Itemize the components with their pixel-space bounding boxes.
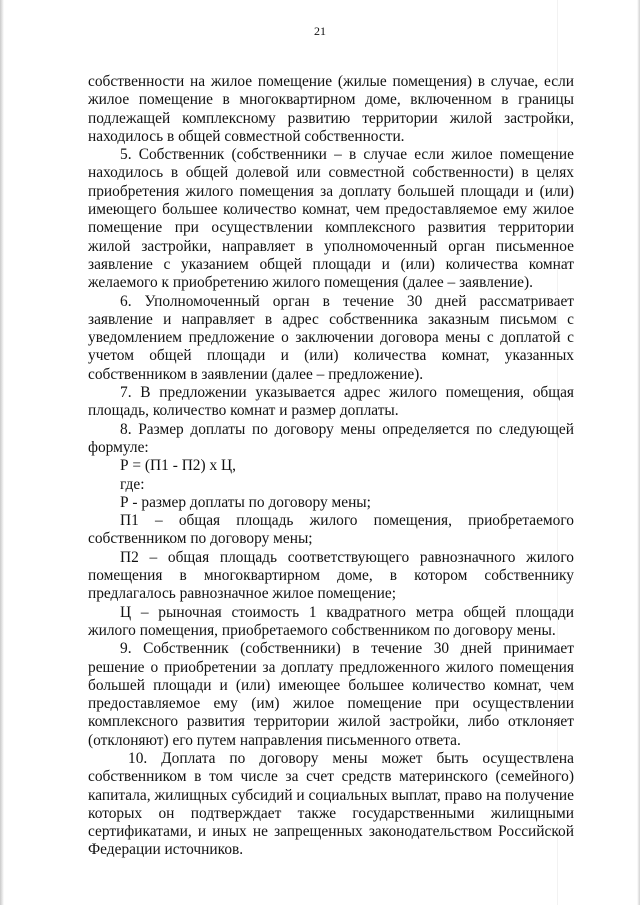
formula: Р = (П1 - П2) x Ц, [120,457,236,475]
formula-where: где: [120,475,145,493]
paragraph-item-10: 10. Доплата по договору мены может быть осуществлена собственником в том числе за счет средств материнского (семейного) капитала, жилищных субсидий и социальных выплат, право на получение которых он подтверждает также государственными жилищными сертификатами, и иных не запрещенных законодательством Российской Федерации источников. [88,749,574,859]
scan-edge-left [0,0,4,905]
paragraph-item-8: 8. Размер доплаты по договору мены определяется по следующей формуле: [88,420,574,456]
document-body [88,73,574,860]
paragraph-item-7: 7. В предложении указывается адрес жилого помещения, общая площадь, количество комнат и размер доплаты. [88,384,574,420]
paragraph-item-5: 5. Собственник (собственники – в случае если жилое помещение находилось в общей долевой или совместной собственности) в целях приобретения жилого помещения за доплату большей площади и (или) имеющего большее количество комнат, чем предоставляемое ему жилое помещение при осуществлении комплексного развития территории жилой застройки, направляет в уполномоченный орган письменное заявление с указанием общей площади и (или) количества комнат желаемого к приобретению жилого помещения (далее – заявление). [88,146,574,292]
paragraph-continuation: собственности на жилое помещение (жилые помещения) в случае, если жилое помещение в многоквартирном доме, включенном в границы подлежащей комплексному развитию территории жилой застройки, находилось в общей совместной собственности. [88,73,574,145]
paragraph-item-9: 9. Собственник (собственники) в течение 30 дней принимает решение о приобретении за доплату предложенного жилого помещения большей площади и (или) имеющее большее количество комнат, чем предоставляемое ему (им) жилое помещение при осуществлении комплексного развития территории жилой застройки, либо отклоняет (отклоняют) его путем направления письменного ответа. [88,640,574,749]
formula-def-p1: П1 – общая площадь жилого помещения, приобретаемого собственником по договору мены; [88,512,574,548]
paragraph-item-6: 6. Уполномоченный орган в течение 30 дней рассматривает заявление и направляет в адрес собственника заказным письмом с уведомлением предложение о заключении договора мены с доплатой с учетом общей площади и (или) количества комнат, указанных собственником в заявлении (далее – предложение). [88,292,574,383]
formula-def-c: Ц – рыночная стоимость 1 квадратного метра общей площади жилого помещения, приобретаемого собственником по договору мены. [88,603,574,639]
formula-def-p: Р - размер доплаты по договору мены; [120,493,371,511]
formula-def-p2: П2 – общая площадь соответствующего равнозначного жилого помещения в многоквартирном доме, в котором собственнику предлагалось равнозначное жилое помещение; [88,548,574,603]
page-number: 21 [314,24,326,38]
